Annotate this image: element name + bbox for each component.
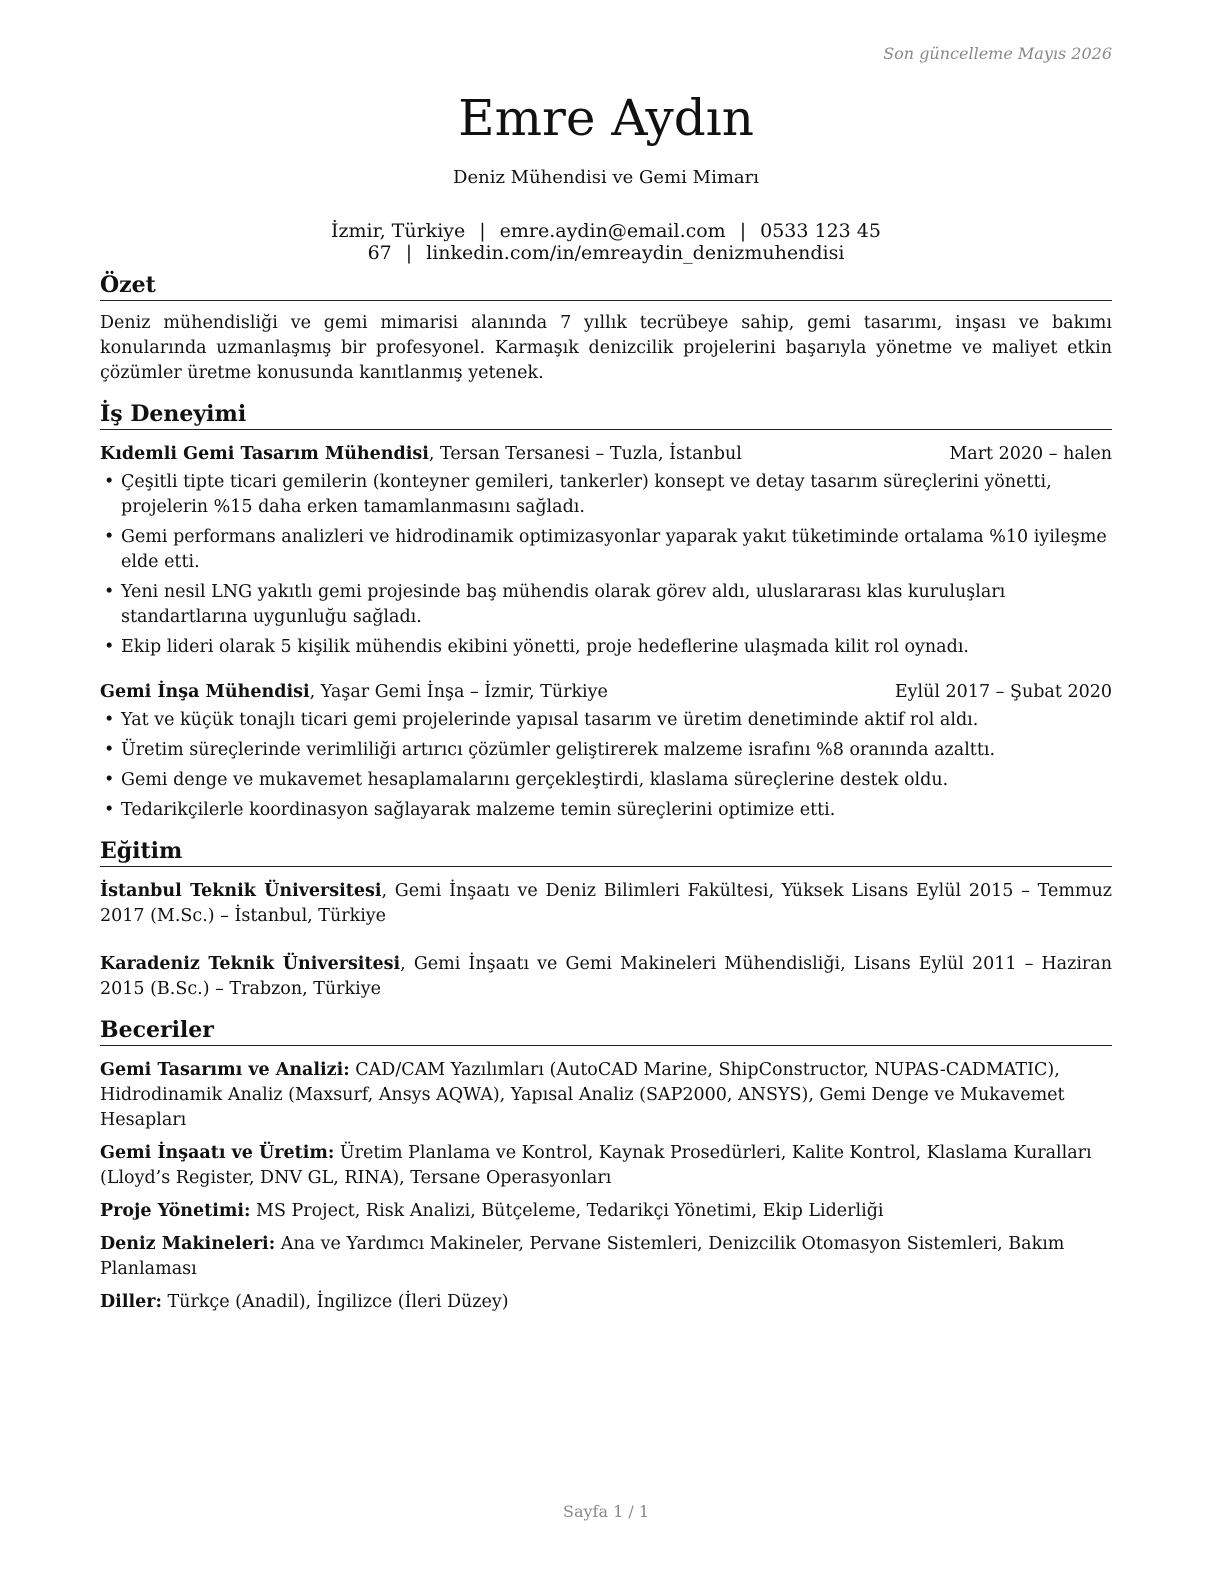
- bullet-text: Ekip lideri olarak 5 kişilik mühendis ekibini yönetti, proje hedeflerine ulaşmada kilit rol oynadı.: [121, 637, 969, 657]
- candidate-name: Emre Aydın: [458, 89, 754, 147]
- job-title-company: [100, 442, 742, 467]
- skills-title: Beceriler: [100, 1016, 1112, 1046]
- skill-entry: [100, 1141, 1112, 1191]
- contact-separator: |: [405, 242, 413, 264]
- bullet-icon: •: [104, 637, 115, 657]
- list-item: [100, 708, 1112, 733]
- bullet-icon: •: [104, 582, 115, 602]
- skill-entry: [100, 1058, 1112, 1133]
- summary-text: Deniz mühendisliği ve gemi mimarisi alanında 7 yıllık tecrübeye sahip, gemi tasarımı, inşası ve bakımı konularında uzmanlaşmış bir profesyonel. Karmaşık denizcilik projelerini başarıyla yönetme ve maliyet etkin çözümler üretme konusunda kanıtlanmış yetenek.: [100, 313, 1112, 383]
- school-name: İstanbul Teknik Üniversitesi: [100, 881, 382, 901]
- bullet-text: Çeşitli tipte ticari gemilerin (konteyner gemileri, tankerler) konsept ve detay tasarım süreçlerini yönetti, projelerin %15 daha erken tamamlanmasını sağladı.: [121, 472, 1052, 517]
- contact-line: [100, 220, 1112, 264]
- bullet-text: Gemi performans analizleri ve hidrodinamik optimizasyonlar yaparak yakıt tüketiminde ortalama %10 iyileşme elde etti.: [121, 527, 1107, 572]
- skill-label: Gemi Tasarımı ve Analizi:: [100, 1060, 350, 1080]
- contact-email[interactable]: emre.aydin@email.com: [499, 220, 726, 242]
- bullet-icon: •: [104, 770, 115, 790]
- bullet-text: Gemi denge ve mukavemet hesaplamalarını gerçekleştirdi, klaslama süreçlerine destek oldu.: [121, 770, 949, 790]
- bullet-icon: •: [104, 800, 115, 820]
- job-header: [100, 680, 1112, 705]
- experience-section: [100, 400, 1112, 823]
- job-dates: Eylül 2017 – Şubat 2020: [894, 682, 1112, 702]
- skill-label: Diller:: [100, 1292, 162, 1312]
- last-updated: Son güncelleme Mayıs 2026: [883, 44, 1112, 63]
- skill-label: Proje Yönetimi:: [100, 1201, 251, 1221]
- contact-location: İzmir, Türkiye: [331, 220, 466, 242]
- summary-section: [100, 271, 1112, 386]
- job-bullets: [100, 470, 1112, 660]
- skill-text: Türkçe (Anadil), İngilizce (İleri Düzey): [161, 1292, 509, 1312]
- skill-text: MS Project, Risk Analizi, Bütçeleme, Tedarikçi Yönetimi, Ekip Liderliği: [250, 1201, 884, 1221]
- list-item: [100, 580, 1112, 630]
- list-item: [100, 525, 1112, 575]
- list-item: [100, 635, 1112, 660]
- job-dates: Mart 2020 – halen: [949, 444, 1112, 464]
- skill-label: Gemi İnşaatı ve Üretim:: [100, 1143, 335, 1163]
- list-item: [100, 798, 1112, 823]
- skill-entry: [100, 1290, 1112, 1315]
- job-entry: [100, 442, 1112, 660]
- job-entry: [100, 680, 1112, 823]
- education-details: , Gemi İnşaatı ve Gemi Makineleri Mühendisliği, Lisans Eylül 2011 – Haziran 2015 (B.Sc.) – Trabzon, Türkiye: [100, 954, 1113, 999]
- education-section: [100, 837, 1112, 1002]
- skill-label: Deniz Makineleri:: [100, 1234, 276, 1254]
- education-entry: [100, 952, 1112, 1002]
- bullet-icon: •: [104, 472, 115, 492]
- skill-entry: [100, 1199, 1112, 1224]
- job-title-company: [100, 680, 608, 705]
- skills-section: [100, 1016, 1112, 1315]
- experience-title: İş Deneyimi: [100, 400, 1112, 430]
- skill-text: Ana ve Yardımcı Makineler, Pervane Sistemleri, Denizcilik Otomasyon Sistemleri, Bakım Planlaması: [100, 1234, 1065, 1279]
- contact-phone: 0533 123 45 67: [367, 220, 881, 264]
- school-name: Karadeniz Teknik Üniversitesi: [100, 954, 401, 974]
- list-item: [100, 738, 1112, 763]
- job-position: Kıdemli Gemi Tasarım Mühendisi: [100, 444, 429, 464]
- job-bullets: [100, 708, 1112, 823]
- education-entry: [100, 879, 1112, 929]
- job-company: , Yaşar Gemi İnşa – İzmir, Türkiye: [309, 682, 608, 702]
- job-header: [100, 442, 1112, 467]
- contact-linkedin[interactable]: linkedin.com/in/emreaydin_denizmuhendisi: [426, 242, 845, 264]
- bullet-icon: •: [104, 710, 115, 730]
- skill-entry: [100, 1232, 1112, 1282]
- bullet-text: Yat ve küçük tonajlı ticari gemi projelerinde yapısal tasarım ve üretim denetiminde aktif rol aldı.: [121, 710, 979, 730]
- bullet-text: Tedarikçilerle koordinasyon sağlayarak malzeme temin süreçlerini optimize etti.: [121, 800, 836, 820]
- contact-separator: |: [479, 220, 486, 242]
- job-position: Gemi İnşa Mühendisi: [100, 682, 310, 702]
- education-details: , Gemi İnşaatı ve Deniz Bilimleri Fakültesi, Yüksek Lisans Eylül 2015 – Temmuz 2017 (M.Sc.) – İstanbul, Türkiye: [100, 881, 1113, 926]
- contact-separator: |: [739, 220, 747, 242]
- summary-title: Özet: [100, 271, 1112, 301]
- bullet-icon: •: [104, 740, 115, 760]
- resume-body: [100, 271, 1112, 1315]
- bullet-text: Yeni nesil LNG yakıtlı gemi projesinde baş mühendis olarak görev aldı, uluslararası klas kuruluşları standartlarına uygunluğu sağladı.: [121, 582, 1006, 627]
- job-company: , Tersan Tersanesi – Tuzla, İstanbul: [428, 444, 742, 464]
- bullet-text: Üretim süreçlerinde verimliliği artırıcı çözümler geliştirerek malzeme israfını %8 oranında azalttı.: [121, 740, 996, 760]
- skill-text: Üretim Planlama ve Kontrol, Kaynak Prosedürleri, Kalite Kontrol, Klaslama Kuralları (Lloyd’s Register, DNV GL, RINA), Tersane Operasyonları: [100, 1143, 1092, 1188]
- skill-text: CAD/CAM Yazılımları (AutoCAD Marine, ShipConstructor, NUPAS-CADMATIC), Hidrodinamik Analiz (Maxsurf, Ansys AQWA), Yapısal Analiz (SAP2000, ANSYS), Gemi Denge ve Mukavemet Hesapları: [100, 1060, 1065, 1130]
- bullet-icon: •: [104, 527, 115, 547]
- education-title: Eğitim: [100, 837, 1112, 867]
- candidate-role: Deniz Mühendisi ve Gemi Mimarı: [453, 167, 759, 188]
- list-item: [100, 768, 1112, 793]
- list-item: [100, 470, 1112, 520]
- page-number: Sayfa 1 / 1: [562, 1502, 649, 1521]
